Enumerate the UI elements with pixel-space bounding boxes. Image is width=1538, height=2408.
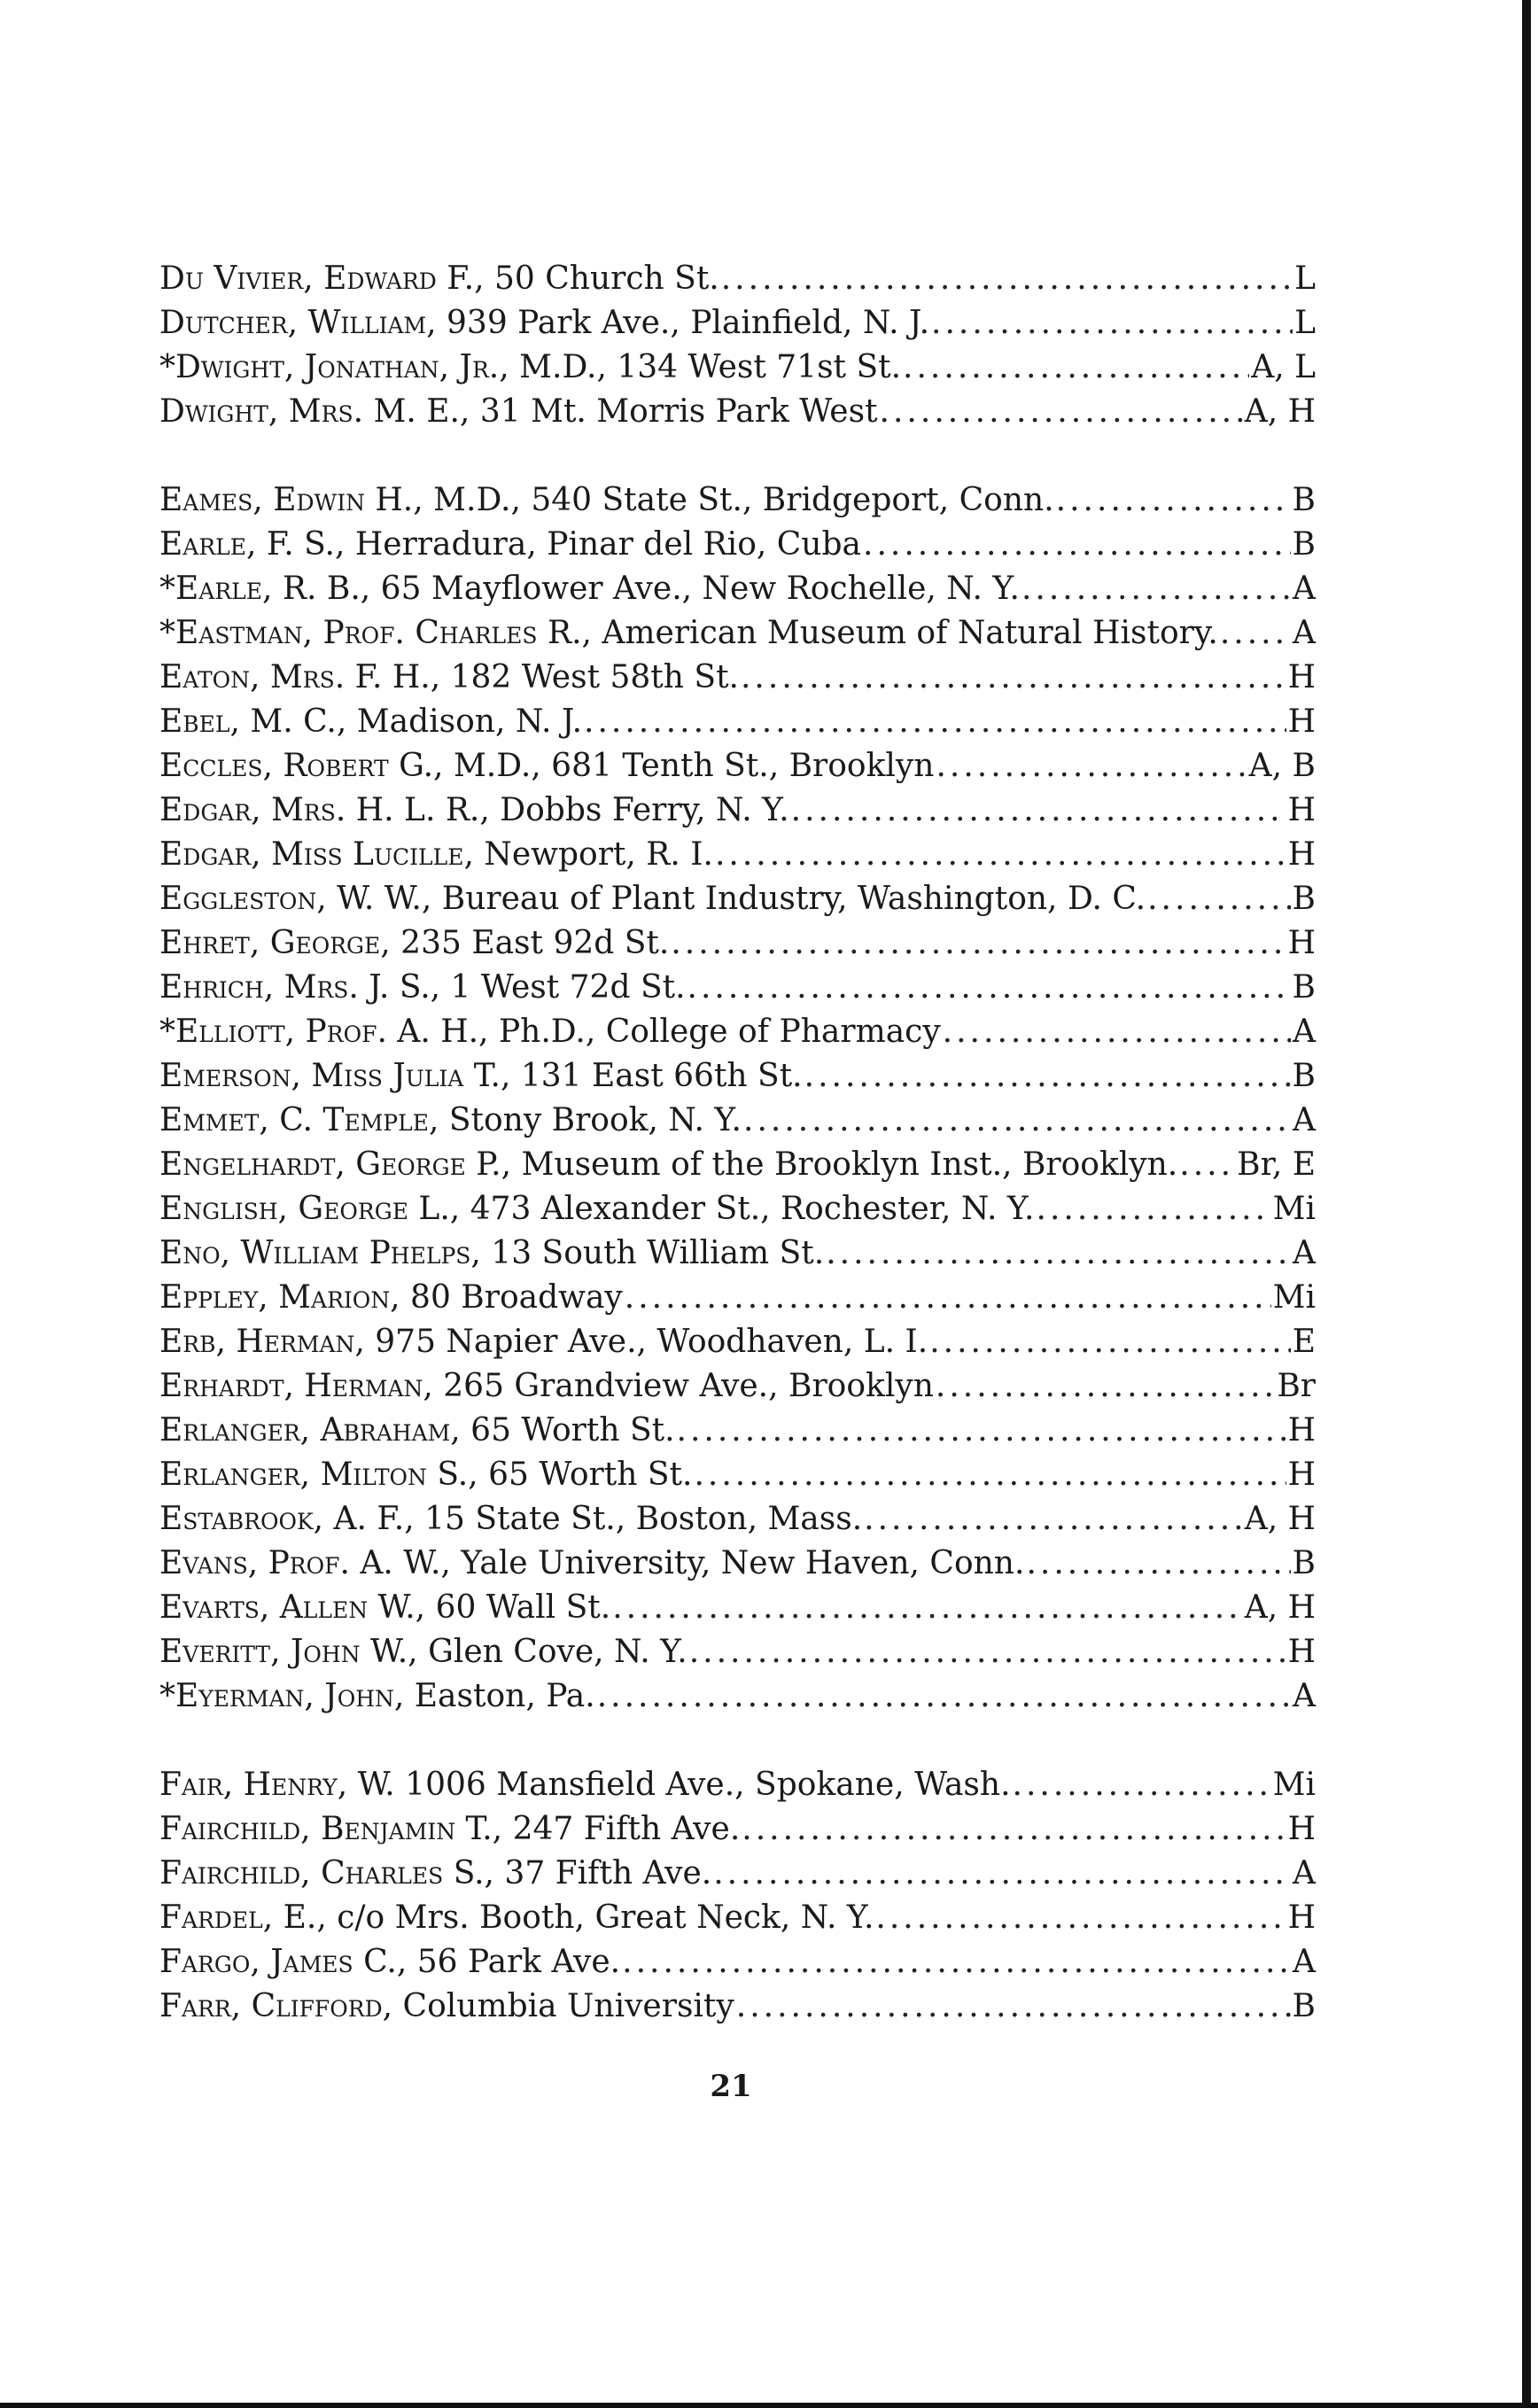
member-address: Columbia University: [392, 1988, 734, 2024]
directory-entry: [159, 1852, 1316, 1896]
directory-entry: [159, 523, 1316, 567]
member-address: Stony Brook, N. Y.: [439, 1102, 742, 1138]
member-address: 65 Mayflower Ave., New Rochelle, N. Y.: [370, 571, 1020, 607]
dot-leader: [804, 1054, 1291, 1099]
membership-code: H: [1287, 792, 1316, 828]
directory-entry: [159, 478, 1316, 523]
member-address: Museum of the Brooklyn Inst., Brooklyn.: [511, 1146, 1178, 1183]
member-address: 235 East 92d St.: [390, 925, 670, 961]
membership-code: H: [1287, 1634, 1316, 1670]
membership-code: A, B: [1248, 748, 1316, 784]
member-name: Fardel, E.,: [159, 1899, 327, 1936]
member-name: Engelhardt, George P.,: [159, 1146, 512, 1183]
member-name: Earle, F. S.,: [159, 526, 346, 563]
directory-entry: [159, 301, 1316, 346]
member-name: Erb, Herman,: [159, 1324, 365, 1360]
entry-text: [159, 1010, 941, 1054]
entry-text: [159, 1453, 692, 1497]
member-name: Eggleston, W. W.,: [159, 881, 432, 917]
dot-leader: [943, 1010, 1291, 1054]
member-name: Fairchild, Charles S.,: [159, 1855, 494, 1891]
member-name: Estabrook, A. F.,: [159, 1501, 415, 1537]
member-name: Evarts, Allen W.,: [159, 1589, 426, 1626]
membership-code: A: [1293, 1944, 1316, 1980]
member-address: 15 State St., Boston, Mass.: [414, 1501, 863, 1537]
directory-entry: [159, 877, 1316, 921]
dot-leader: [715, 833, 1286, 877]
member-name: Du Vivier, Edward F.,: [159, 260, 485, 297]
member-address: M.D., 540 State St., Bridgeport, Conn.: [423, 482, 1054, 518]
entry-text: [159, 478, 1054, 523]
member-name: Erhardt, Herman,: [159, 1368, 433, 1404]
member-name: English, George L.,: [159, 1191, 461, 1227]
membership-code: A: [1293, 1855, 1316, 1891]
membership-code: E: [1292, 1324, 1316, 1360]
member-name: Fairchild, Benjamin T.,: [159, 1811, 503, 1847]
member-name: Dutcher, William,: [159, 305, 437, 341]
directory-entry: [159, 346, 1316, 390]
member-name: Erlanger, Milton S.,: [159, 1456, 478, 1493]
directory-entry: [159, 1054, 1316, 1099]
membership-code: B: [1292, 1988, 1316, 2024]
dot-leader: [826, 1231, 1291, 1276]
dot-leader: [741, 656, 1286, 700]
member-name: Farr, Clifford,: [159, 1988, 393, 2024]
dot-leader: [863, 523, 1291, 567]
entry-text: [159, 390, 878, 434]
entry-text: [159, 788, 789, 833]
member-name: Erlanger, Abraham,: [159, 1412, 461, 1449]
member-address: Glen Cove, N. Y.: [417, 1634, 687, 1670]
directory-entry: [159, 788, 1316, 833]
directory-entry: [159, 700, 1316, 744]
member-address: M.D., 134 West 71st St.: [509, 349, 902, 385]
directory-entry: [159, 1010, 1316, 1054]
dot-leader: [694, 1453, 1286, 1497]
member-address: 182 West 58th St.: [440, 659, 739, 695]
dot-leader: [736, 1985, 1291, 2029]
membership-code: Mi: [1272, 1191, 1316, 1227]
dot-leader: [742, 1807, 1286, 1852]
membership-code: H: [1287, 1811, 1316, 1847]
member-name: Eaton, Mrs. F. H.,: [159, 659, 441, 695]
membership-code: H: [1287, 925, 1316, 961]
directory-entry: [159, 656, 1316, 700]
dot-leader: [903, 346, 1249, 390]
page-bottom-edge: [0, 2403, 1538, 2408]
entry-text: [159, 744, 934, 788]
dot-leader: [936, 744, 1247, 788]
member-address: 1 West 72d St.: [440, 969, 686, 1006]
dot-leader: [1026, 1542, 1290, 1586]
entry-text: [159, 1231, 824, 1276]
member-name: Edgar, Mrs. H. L. R.,: [159, 792, 490, 828]
directory-entry: [159, 1807, 1316, 1852]
member-name: Eppley, Marion,: [159, 1279, 400, 1316]
member-name: *Eyerman, John,: [159, 1678, 405, 1714]
page-number: 21: [710, 2069, 752, 2104]
entry-text: [159, 1896, 874, 1940]
dot-leader: [1021, 567, 1291, 611]
entry-text: [159, 1320, 928, 1364]
member-address: Easton, Pa.: [404, 1678, 595, 1714]
membership-code: A: [1293, 615, 1316, 651]
dot-leader: [1179, 1143, 1235, 1187]
membership-code: H: [1287, 1456, 1316, 1493]
entry-text: [159, 1852, 711, 1896]
member-name: Ebel, M. C.,: [159, 703, 347, 740]
entry-text: [159, 1763, 1011, 1807]
directory-entry: [159, 1763, 1316, 1807]
directory-section: [159, 1763, 1316, 2029]
member-name: Fargo, James C.,: [159, 1944, 408, 1980]
entry-text: [159, 1364, 934, 1409]
member-address: 975 Napier Ave., Woodhaven, L. I.: [364, 1324, 928, 1360]
dot-leader: [1037, 1187, 1271, 1231]
member-address: 131 East 66th St.: [510, 1058, 803, 1094]
entry-text: [159, 611, 1218, 656]
membership-code: A, H: [1244, 393, 1316, 430]
directory-entry: [159, 390, 1316, 434]
dot-leader: [936, 1364, 1275, 1409]
directory-entry: [159, 567, 1316, 611]
entry-text: [159, 1409, 675, 1453]
entry-text: [159, 1099, 742, 1143]
membership-code: A, H: [1244, 1589, 1316, 1626]
member-name: Eames, Edwin H.,: [159, 482, 423, 518]
member-address: Ph.D., College of Pharmacy: [488, 1014, 941, 1050]
member-name: Ehrich, Mrs. J. S.,: [159, 969, 441, 1006]
membership-code: Br, E: [1237, 1146, 1316, 1183]
directory-entry: [159, 1542, 1316, 1586]
dot-leader: [622, 1940, 1291, 1985]
directory-section: [159, 257, 1316, 434]
directory-entry: [159, 833, 1316, 877]
member-address: 31 Mt. Morris Park West: [470, 393, 878, 430]
member-address: Dobbs Ferry, N. Y.: [489, 792, 789, 828]
dot-leader: [1056, 478, 1291, 523]
directory-entry: [159, 1143, 1316, 1187]
member-name: Edgar, Miss Lucille,: [159, 836, 474, 873]
member-address: 50 Church St.: [484, 260, 719, 297]
dot-leader: [1013, 1763, 1271, 1807]
dot-leader: [671, 921, 1286, 966]
membership-code: H: [1287, 1412, 1316, 1449]
entry-text: [159, 966, 686, 1010]
membership-code: H: [1287, 1899, 1316, 1936]
dot-leader: [875, 1896, 1286, 1940]
member-address: 265 Grandview Ave., Brooklyn: [432, 1368, 934, 1404]
member-name: Emerson, Miss Julia T.,: [159, 1058, 511, 1094]
membership-code: A: [1293, 1235, 1316, 1271]
member-address: 247 Fifth Ave.: [502, 1811, 741, 1847]
member-address: 37 Fifth Ave.: [493, 1855, 712, 1891]
member-name: *Eastman, Prof. Charles R.,: [159, 615, 592, 651]
directory-list: [159, 257, 1316, 2029]
directory-entry: [159, 1896, 1316, 1940]
member-name: *Earle, R. B.,: [159, 571, 371, 607]
entry-text: [159, 257, 719, 301]
dot-leader: [584, 700, 1286, 744]
entry-text: [159, 1630, 687, 1674]
member-address: 939 Park Ave., Plainfield, N. J.: [436, 305, 930, 341]
membership-code: H: [1287, 703, 1316, 740]
dot-leader: [880, 390, 1243, 434]
entry-text: [159, 1542, 1024, 1586]
member-address: 473 Alexander St., Rochester, N. Y.: [460, 1191, 1035, 1227]
directory-section: [159, 478, 1316, 1719]
member-name: *Dwight, Jonathan, Jr.,: [159, 349, 509, 385]
directory-entry: [159, 1320, 1316, 1364]
member-address: M.D., 681 Tenth St., Brooklyn: [443, 748, 935, 784]
dot-leader: [625, 1276, 1271, 1320]
member-name: Emmet, C. Temple,: [159, 1102, 439, 1138]
dot-leader: [1220, 611, 1291, 656]
membership-code: Mi: [1272, 1767, 1316, 1803]
member-address: W. 1006 Mansfield Ave., Spokane, Wash.: [347, 1767, 1011, 1803]
directory-entry: [159, 1409, 1316, 1453]
dot-leader: [597, 1674, 1291, 1719]
member-name: Dwight, Mrs. M. E.,: [159, 393, 470, 430]
membership-code: B: [1292, 881, 1316, 917]
directory-entry: [159, 1276, 1316, 1320]
member-address: 13 South William St.: [480, 1235, 825, 1271]
entry-text: [159, 1985, 734, 2029]
member-address: American Museum of Natural History.: [591, 615, 1218, 651]
dot-leader: [721, 257, 1293, 301]
membership-code: A, L: [1251, 349, 1316, 385]
directory-entry: [159, 1364, 1316, 1409]
directory-entry: [159, 1940, 1316, 1985]
member-name: Fair, Henry,: [159, 1767, 348, 1803]
entry-text: [159, 523, 861, 567]
entry-text: [159, 1586, 610, 1630]
dot-leader: [677, 1409, 1286, 1453]
entry-text: [159, 1276, 623, 1320]
membership-code: H: [1287, 836, 1316, 873]
entry-text: [159, 1143, 1177, 1187]
membership-code: A: [1293, 1014, 1316, 1050]
entry-text: [159, 700, 582, 744]
member-address: 60 Wall St.: [425, 1589, 611, 1626]
membership-code: B: [1292, 969, 1316, 1006]
member-address: c/o Mrs. Booth, Great Neck, N. Y.: [326, 1899, 874, 1936]
directory-entry: [159, 921, 1316, 966]
membership-code: L: [1294, 305, 1316, 341]
directory-entry: [159, 1231, 1316, 1276]
dot-leader: [791, 788, 1286, 833]
dot-leader: [612, 1586, 1243, 1630]
entry-text: [159, 1807, 740, 1852]
member-address: 65 Worth St.: [460, 1412, 675, 1449]
membership-code: B: [1292, 482, 1316, 518]
membership-code: L: [1294, 260, 1316, 297]
directory-entry: [159, 611, 1316, 656]
member-address: Newport, R. I.: [473, 836, 713, 873]
entry-text: [159, 656, 739, 700]
directory-entry: [159, 257, 1316, 301]
member-address: 80 Broadway: [400, 1279, 623, 1316]
directory-entry: [159, 1985, 1316, 2029]
entry-text: [159, 1054, 803, 1099]
directory-entry: [159, 1586, 1316, 1630]
directory-entry: [159, 1453, 1316, 1497]
entry-text: [159, 567, 1020, 611]
directory-entry: [159, 744, 1316, 788]
entry-text: [159, 877, 1146, 921]
directory-entry: [159, 1630, 1316, 1674]
member-address: Madison, N. J.: [346, 703, 583, 740]
dot-leader: [864, 1497, 1243, 1542]
dot-leader: [713, 1852, 1291, 1896]
membership-code: H: [1287, 659, 1316, 695]
dot-leader: [1147, 877, 1290, 921]
directory-entry: [159, 1674, 1316, 1719]
member-name: Everitt, John W.,: [159, 1634, 418, 1670]
directory-entry: [159, 966, 1316, 1010]
member-address: Yale University, New Haven, Conn.: [450, 1545, 1025, 1581]
membership-code: B: [1292, 526, 1316, 563]
membership-code: A: [1293, 1102, 1316, 1138]
member-name: Eno, William Phelps,: [159, 1235, 481, 1271]
entry-text: [159, 1674, 595, 1719]
membership-code: A, H: [1244, 1501, 1316, 1537]
membership-code: B: [1292, 1545, 1316, 1581]
membership-code: A: [1293, 1678, 1316, 1714]
membership-code: A: [1293, 571, 1316, 607]
entry-text: [159, 833, 713, 877]
entry-text: [159, 921, 669, 966]
member-address: Herradura, Pinar del Rio, Cuba: [345, 526, 861, 563]
entry-text: [159, 301, 929, 346]
dot-leader: [687, 966, 1291, 1010]
dot-leader: [929, 1320, 1291, 1364]
entry-text: [159, 1497, 862, 1542]
member-name: Eccles, Robert G.,: [159, 748, 444, 784]
dot-leader: [743, 1099, 1291, 1143]
membership-code: B: [1292, 1058, 1316, 1094]
entry-text: [159, 1187, 1035, 1231]
member-name: *Elliott, Prof. A. H.,: [159, 1014, 489, 1050]
directory-entry: [159, 1187, 1316, 1231]
member-name: Ehret, George,: [159, 925, 391, 961]
member-address: 65 Worth St.: [478, 1456, 693, 1493]
member-address: Bureau of Plant Industry, Washington, D. C.: [431, 881, 1146, 917]
page-edge-shadow: [1522, 0, 1531, 2408]
membership-code: Br: [1277, 1368, 1316, 1404]
directory-entry: [159, 1099, 1316, 1143]
member-address: 56 Park Ave.: [407, 1944, 621, 1980]
entry-text: [159, 1940, 620, 1985]
dot-leader: [689, 1630, 1286, 1674]
membership-code: Mi: [1272, 1279, 1316, 1316]
member-name: Evans, Prof. A. W.,: [159, 1545, 451, 1581]
dot-leader: [931, 301, 1293, 346]
entry-text: [159, 346, 901, 390]
directory-entry: [159, 1497, 1316, 1542]
